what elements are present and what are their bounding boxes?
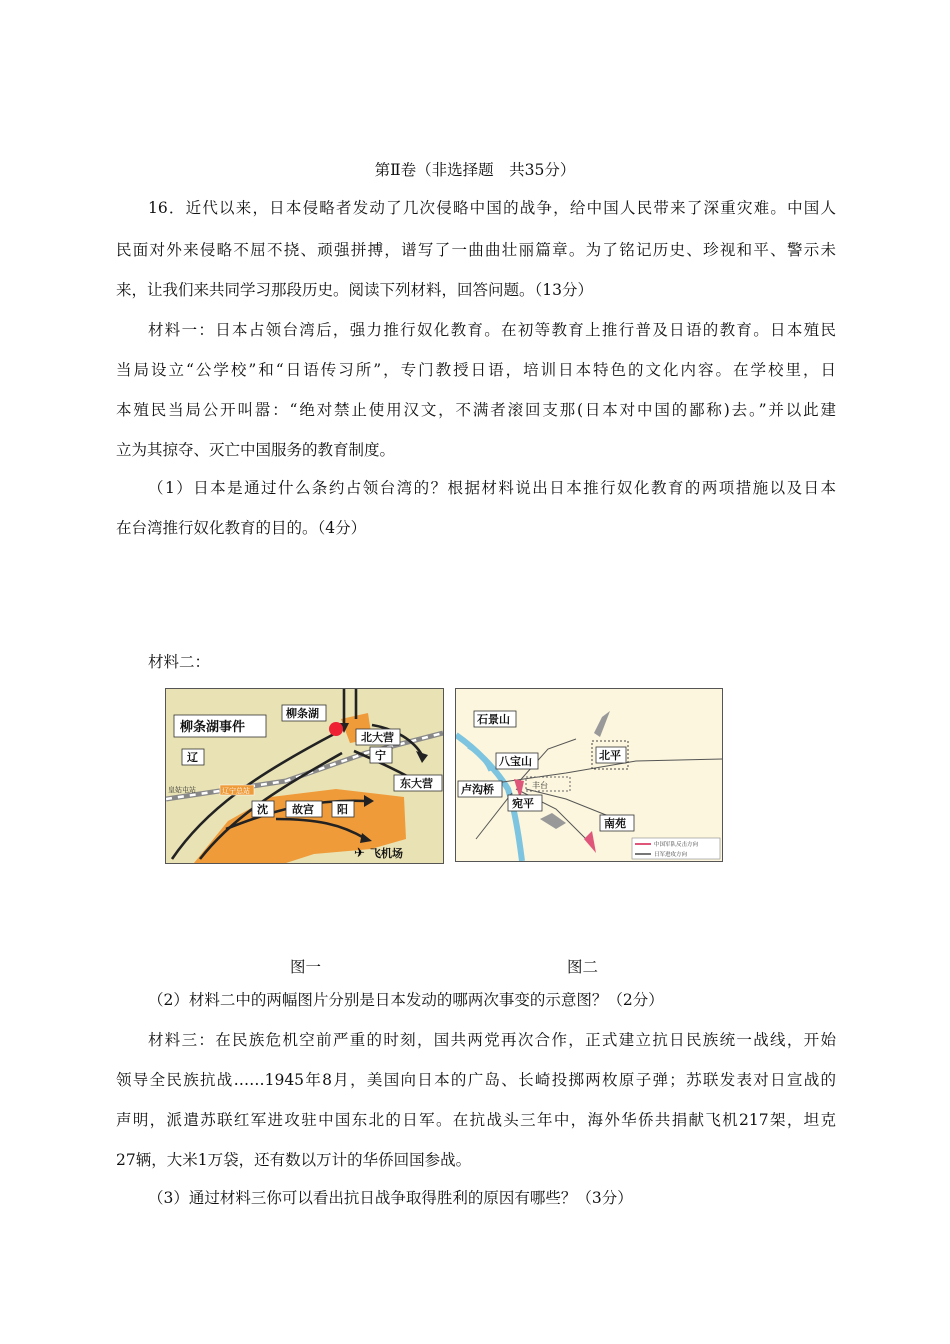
q1-line-1: （1）日本是通过什么条约占领台湾的？根据材料说出日本推行奴化教育的两项措施以及日本 xyxy=(148,479,836,497)
q1-line-2: 在台湾推行奴化教育的目的。（4分） xyxy=(116,519,367,537)
label-huangguzhan: 皇姑屯站 xyxy=(168,786,196,794)
label-shen: 沈 xyxy=(257,803,268,816)
q2-text: （2）材料二中的两幅图片分别是日本发动的哪两次事变的示意图？（2分） xyxy=(148,991,664,1009)
label-babaoshan: 八宝山 xyxy=(499,755,532,768)
label-wanping: 宛平 xyxy=(512,797,534,810)
label-shijingshan: 石景山 xyxy=(477,713,510,726)
map2-legend xyxy=(632,838,720,859)
label-beiping: 北平 xyxy=(599,749,621,762)
caption-figure-1: 图一 xyxy=(290,958,322,976)
q16-line-3: 来，让我们来共同学习那段历史。阅读下列材料，回答问题。（13分） xyxy=(116,281,593,299)
label-fengtai: 丰台 xyxy=(532,781,548,790)
map1-svg xyxy=(166,689,443,863)
label-lugouqiao: 卢沟桥 xyxy=(461,783,494,796)
label-liao: 辽 xyxy=(187,751,198,764)
label-liutiaohu: 柳条湖 xyxy=(286,707,319,720)
section-title: 第Ⅱ卷（非选择题 共35分） xyxy=(374,161,576,179)
material3-line-3: 声明，派遣苏联红军进攻驻中国东北的日军。在抗战头三年中，海外华侨共捐献飞机217架，坦克 xyxy=(116,1111,836,1129)
material1-line-2: 当局设立“公学校”和“日语传习所”，专门教授日语，培训日本特色的文化内容。在学校里，日 xyxy=(116,361,836,379)
q16-line-1: 16．近代以来，日本侵略者发动了几次侵略中国的战争，给中国人民带来了深重灾难。中国人 xyxy=(148,199,836,217)
label-dongdaying: 东大营 xyxy=(400,777,433,790)
legend-label-jp: 日军进攻方向 xyxy=(654,852,688,858)
explosion-marker xyxy=(329,722,343,736)
map-liutiaohu-incident xyxy=(165,688,444,864)
label-ning: 宁 xyxy=(375,749,386,762)
label-feijichang: 飞机场 xyxy=(370,847,403,860)
label-beidaying: 北大营 xyxy=(361,731,394,744)
map2-svg xyxy=(456,689,722,861)
label-liaoning-station: 辽宁总站 xyxy=(222,787,250,795)
label-yang: 阳 xyxy=(337,803,348,816)
q3-text: （3）通过材料三你可以看出抗日战争取得胜利的原因有哪些？（3分） xyxy=(148,1189,633,1207)
q16-line-2: 民面对外来侵略不屈不挠、顽强拼搏，谱写了一曲曲壮丽篇章。为了铭记历史、珍视和平、警示未 xyxy=(116,241,836,259)
material3-line-1: 材料三：在民族危机空前严重的时刻，国共两党再次合作，正式建立抗日民族统一战线，开始 xyxy=(148,1031,836,1049)
caption-figure-2: 图二 xyxy=(567,958,599,976)
event-box-label: 柳条湖事件 xyxy=(180,720,246,735)
material2-label: 材料二： xyxy=(148,653,211,671)
material1-line-4: 立为其掠夺、灭亡中国服务的教育制度。 xyxy=(116,441,396,459)
material3-line-2: 领导全民族抗战……1945年8月，美国向日本的广岛、长崎投掷两枚原子弹；苏联发表对日宣战的 xyxy=(116,1071,836,1089)
material1-line-3: 本殖民当局公开叫嚣：“绝对禁止使用汉文，不满者滚回支那(日本对中国的鄙称)去。”并以此建 xyxy=(116,401,836,419)
map-lugouqiao-incident xyxy=(455,688,723,862)
label-gugong: 故宫 xyxy=(292,803,314,816)
legend-label-cn: 中国军队反击方向 xyxy=(654,842,699,848)
airplane-icon: ✈ xyxy=(354,846,365,861)
material1-line-1: 材料一：日本占领台湾后，强力推行奴化教育。在初等教育上推行普及日语的教育。日本殖民 xyxy=(148,321,836,339)
material3-line-4: 27辆，大米1万袋，还有数以万计的华侨回国参战。 xyxy=(116,1151,472,1169)
label-nanyuan: 南苑 xyxy=(604,817,626,830)
